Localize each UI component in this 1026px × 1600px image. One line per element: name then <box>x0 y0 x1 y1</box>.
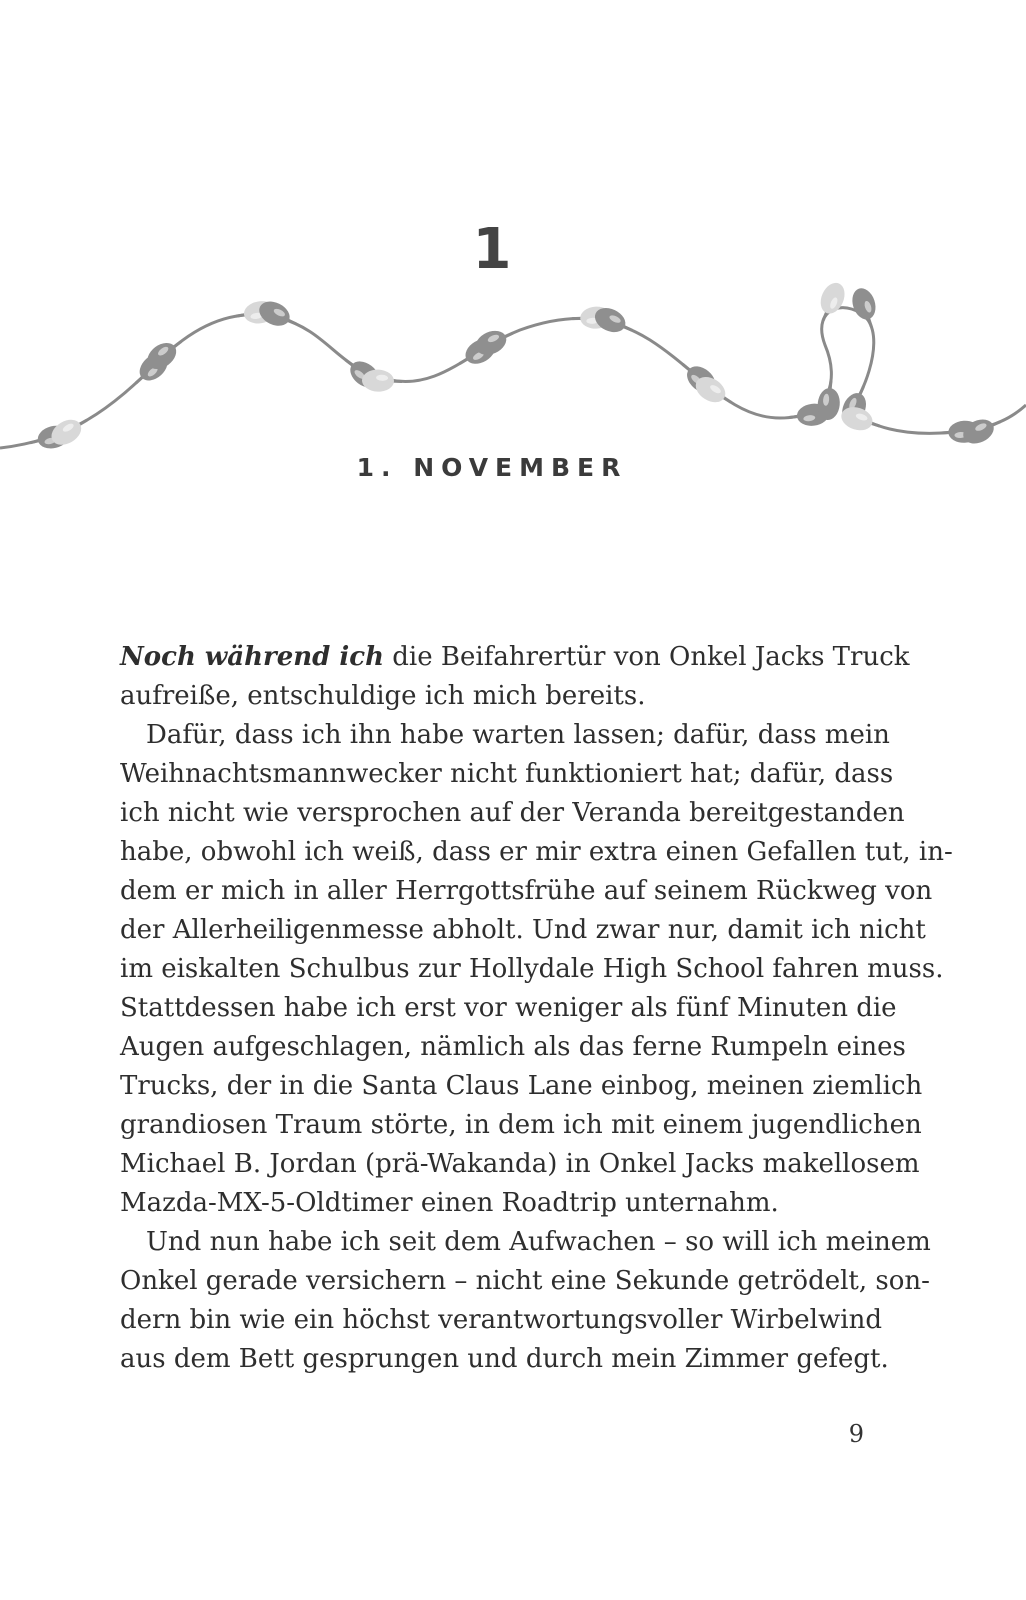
text-fragment: die Beifahrertür von Onkel Jacks Truck <box>384 642 910 672</box>
paragraph-2 <box>120 716 953 1223</box>
bulb-icon <box>849 285 882 330</box>
text-line: ich nicht wie versprochen auf der Veranda bereitgestanden <box>120 798 905 828</box>
body-text <box>120 638 953 1379</box>
text-line: der Allerheiligenmesse abholt. Und zwar nur, damit ich nicht <box>120 915 926 945</box>
text-line: Augen aufgeschlagen, nämlich als das ferne Rumpeln eines <box>120 1032 906 1062</box>
page-number: 9 <box>848 1420 864 1448</box>
lead-in: Noch während ich <box>120 642 385 672</box>
paragraph-1 <box>120 638 910 716</box>
text-line: grandiosen Traum störte, in dem ich mit einem jugendlichen <box>120 1110 922 1140</box>
text-line: Trucks, der in die Santa Claus Lane einbog, meinen ziemlich <box>120 1071 923 1101</box>
text-line <box>120 638 910 677</box>
text-line: Mazda-MX-5-Oldtimer einen Roadtrip unternahm. <box>120 1188 779 1218</box>
text-line: Onkel gerade versichern – nicht eine Sekunde getrödelt, son- <box>120 1266 930 1296</box>
text-line: dem er mich in aller Herrgottsfrühe auf seinem Rückweg von <box>120 876 933 906</box>
text-line: Michael B. Jordan (prä-Wakanda) in Onkel Jacks makellosem <box>120 1149 920 1179</box>
text-line: Dafür, dass ich ihn habe warten lassen; dafür, dass mein <box>146 720 890 750</box>
text-line: habe, obwohl ich weiß, dass er mir extra einen Gefallen tut, in- <box>120 837 953 867</box>
garland-bulbs <box>28 279 1005 453</box>
text-line: im eiskalten Schulbus zur Hollydale High School fahren muss. <box>120 954 944 984</box>
paragraph-3 <box>120 1223 931 1379</box>
bulb-icon <box>816 379 842 421</box>
chapter-number: 1 <box>472 217 512 282</box>
bulb-icon <box>362 369 403 392</box>
text-line: Weihnachtsmannwecker nicht funktioniert hat; dafür, dass <box>120 759 894 789</box>
text-line: dern bin wie ein höchst verantwortungsvoller Wirbelwind <box>120 1305 882 1335</box>
bulb-icon <box>813 279 849 324</box>
text-line: aufreiße, entschuldige ich mich bereits. <box>120 681 646 711</box>
chapter-date: 1. NOVEMBER <box>356 453 628 482</box>
text-line: Stattdessen habe ich erst vor weniger als fünf Minuten die <box>120 993 897 1023</box>
text-line: Und nun habe ich seit dem Aufwachen – so will ich meinem <box>146 1227 931 1257</box>
text-line: aus dem Bett gesprungen und durch mein Zimmer gefegt. <box>120 1344 889 1374</box>
